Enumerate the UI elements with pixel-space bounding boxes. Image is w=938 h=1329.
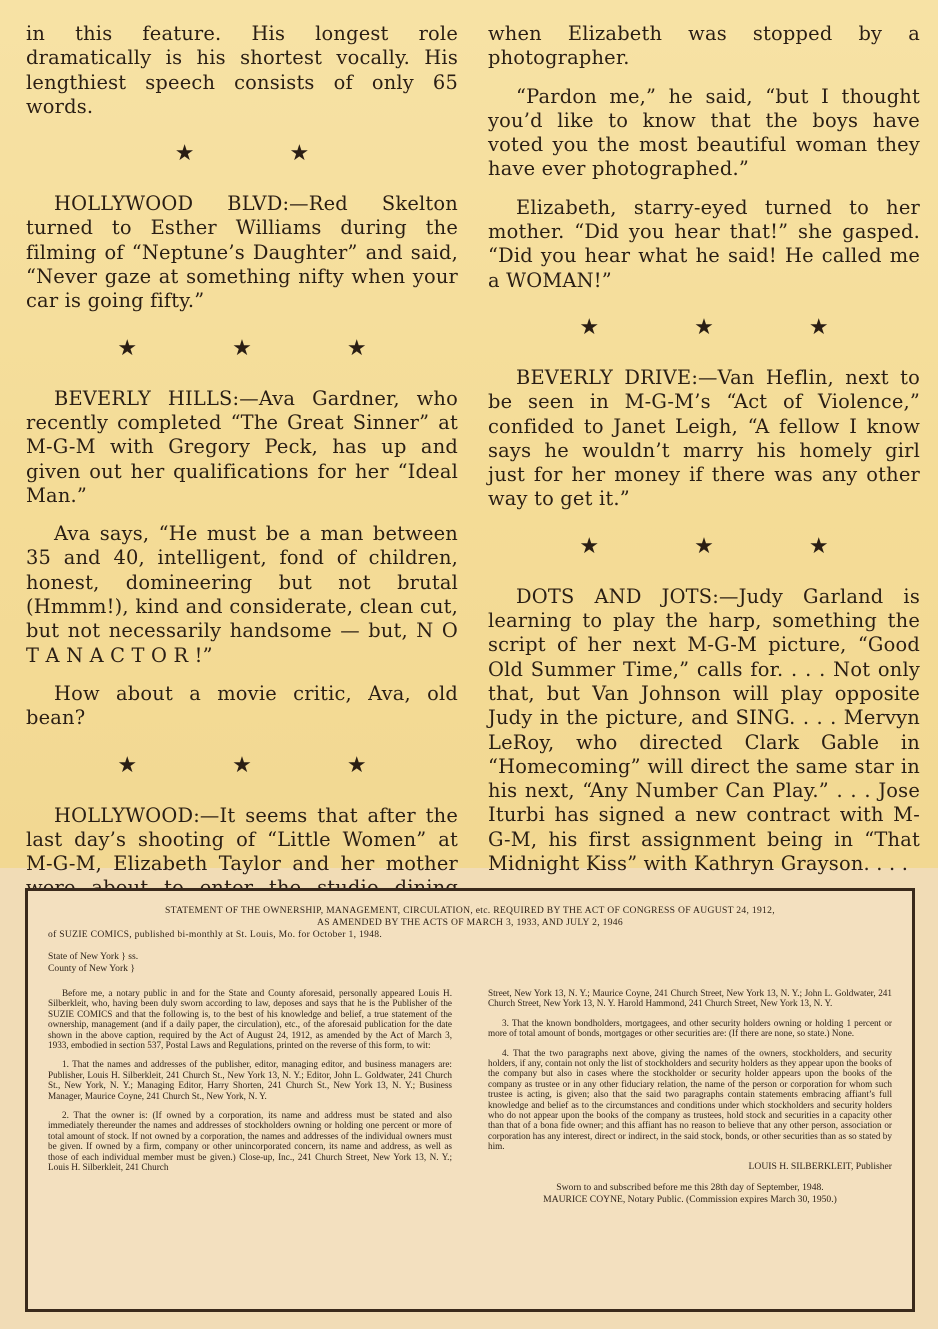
article-paragraph: in this feature. His longest role dramatically is his shortest vocally. His lengthiest speech consists of only 65 words. [26,22,458,118]
article-paragraph: BEVERLY DRIVE:—Van Heflin, next to be seen in M-G-M’s “Act of Violence,” confided to Janet Leigh, “A fellow I know says he wouldn’t marry his homely girl just for her money if there was any other way to get it.” [488,365,920,511]
statement-heading [48,905,892,941]
statement-columns [48,988,892,1206]
article-paragraph: Elizabeth, starry-eyed turned to her mother. “Did you hear that!” she gasped. “Did you hear what he said! He called me a WOMAN!” [488,195,920,292]
article-paragraph: HOLLYWOOD:—It seems that after the last day’s shooting of “Little Women” at M-G-M, Elizabeth Taylor and her mother [26,803,458,876]
star-divider: ★ ★ ★ [117,335,411,361]
article-paragraph: HOLLYWOOD BLVD:—Red Skelton turned to Esther Williams during the filming of “Neptune’s Daughter” and said, “Never gaze at something nifty when your car is going fifty.” [26,192,458,313]
statement-paragraph: 2. That the owner is: (If owned by a corporation, its name and address must be stated and also immediately thereunder the names and addresses of stockholders owning or holding one percent or more of total amount of stock. If not owned by a corporation, the names and addresses of the individual owners must be given. If owned by a firm, company or other unincorporated concern, its name and address, as well as those of each individual member must be given.) Close-up, Inc., 241 Church Street, New York 13, N. Y.; Louis H. Silberkleit, 241 Church [48,1110,452,1173]
article-paragraph: when Elizabeth was stopped by a photographer. [488,22,920,70]
statement-paragraph: 3. That the known bondholders, mortgagees, and other security holders owning or holding 1 percent or more of total amount of bonds, mortgages or other securities are: (If there are none, so state.) None. [488,1017,892,1039]
star-divider: ★ ★ ★ [579,314,873,340]
venue [48,951,892,974]
statement-right-column [488,988,892,1206]
sworn-line: Sworn to and subscribed before me this 28th day of September, 1948. [556,1181,824,1193]
statement-heading-line: STATEMENT OF THE OWNERSHIP, MANAGEMENT, CIRCULATION, etc. REQUIRED BY THE ACT OF CONGRESS OF AUGUST 24, 1912, [165,905,775,916]
article-paragraph: BEVERLY HILLS:—Ava Gardner, who recently completed “The Great Sinner” at M-G-M with Gregory Peck, has up and given out her qualifications for her “Ideal Man.” [26,386,458,507]
venue-state: State of New York } ss. [48,951,139,962]
statement-paragraph: 4. That the two paragraphs next above, giving the names of the owners, stockholders, and security holders, if any, contain not only the list of stockholders and security holders as they appear upon the books of the company but also in cases where the stockholder or security holder appears upon the books of the company as trustee or in any other fiduciary relation, the name of the person or corporation for whom such trustee is acting, is given; also that the said two paragraphs contain statements embracing affiant’s full knowledge and belief as to the circumstances and conditions under which stockholders and security holders who do not appear upon the books of the company as trustees, hold stock and securities in a capacity other than that of a bona fide owner; and this affiant has no reason to believe that any other person, association or corporation has any interest, direct or indirect, in the said stock, bonds, or other securities than as so stated by him. [488,1047,892,1152]
right-article-column [488,22,920,890]
ownership-statement-box [25,888,915,1312]
publisher-signature: LOUIS H. SILBERKLEIT, Publisher [748,1160,892,1172]
article-paragraph: “Pardon me,” he said, “but I thought you’d like to know that the boys have voted you the most beautiful woman they have ever photographed.” [488,84,920,181]
left-article-column [26,22,458,939]
statement-heading-line: of SUZIE COMICS, published bi-monthly at St. Louis, Mo. for October 1, 1948. [48,929,383,940]
article-paragraph: Ava says, “He must be a man between 35 and 40, intelligent, fond of children, honest, domineering but not brutal (Hmmm!), kind and considerate, clean cut, but not necessarily handsome — but, N O T A N A C T O R !” [26,522,458,667]
notary-line: MAURICE COYNE, Notary Public. (Commission expires March 30, 1950.) [543,1193,837,1205]
venue-county: County of New York } [48,962,135,974]
statement-paragraph: Street, New York 13, N. Y.; Maurice Coyne, 241 Church Street, New York 13, N. Y.; John L. Goldwater, 241 Church Street, New York 13, N. Y. Harold Hammond, 241 Church Street, New York 13, N. Y. [488,988,892,1009]
star-divider: ★ ★ [174,141,354,167]
sworn-statement [488,1182,892,1206]
star-divider: ★ ★ ★ [117,752,411,778]
statement-heading-line: AS AMENDED BY THE ACTS OF MARCH 3, 1933, AND JULY 2, 1946 [316,917,624,928]
statement-paragraph: 1. That the names and addresses of the publisher, editor, managing editor, and business managers are: Publisher, Louis H. Silberkleit, 241 Church St., New York 13, N. Y.; Editor, John L. Goldwater, 241 Church St., New York, N. Y.; Managing Editor, Harry Shorten, 241 Church St., New York 13, N. Y.; Business Manager, Maurice Coyne, 241 Church St., New York, N. Y. [48,1059,452,1101]
star-divider: ★ ★ ★ [579,533,873,559]
statement-paragraph: Before me, a notary public in and for the State and County aforesaid, personally appeared Louis H. Silberkleit, who, having been duly sworn according to law, deposes and says that he is the Publisher of the SUZIE COMICS and that the following is, to the best of his knowledge and belief, a true statement of the ownership, management (and if a daily paper, the circulation), etc., of the aforesaid publication for the date shown in the above caption, required by the Act of August 24, 1912, as amended by the Act of March 3, 1933, embodied in section 537, Postal Laws and Regulations, printed on the reverse of this form, to wit: [48,988,452,1051]
article-paragraph: DOTS AND JOTS:—Judy Garland is learning to play the harp, something the script of her next M-G-M picture, “Good Old Summer Time,” calls for. . . . Not only that, but Van Johnson will play opposite Judy in the picture, and SING. . . . Mervyn LeRoy, who directed Clark Gable in “Homecoming” will direct the same star in his next, “Any Number Can Play.” . . . Jose Iturbi has signed a new contract with M-G-M, his first assignment being in “That Midnight Kiss” with Kathryn Grayson. . . . [488,584,920,876]
statement-left-column [48,988,452,1206]
article-paragraph: How about a movie critic, Ava, old bean? [26,681,458,730]
